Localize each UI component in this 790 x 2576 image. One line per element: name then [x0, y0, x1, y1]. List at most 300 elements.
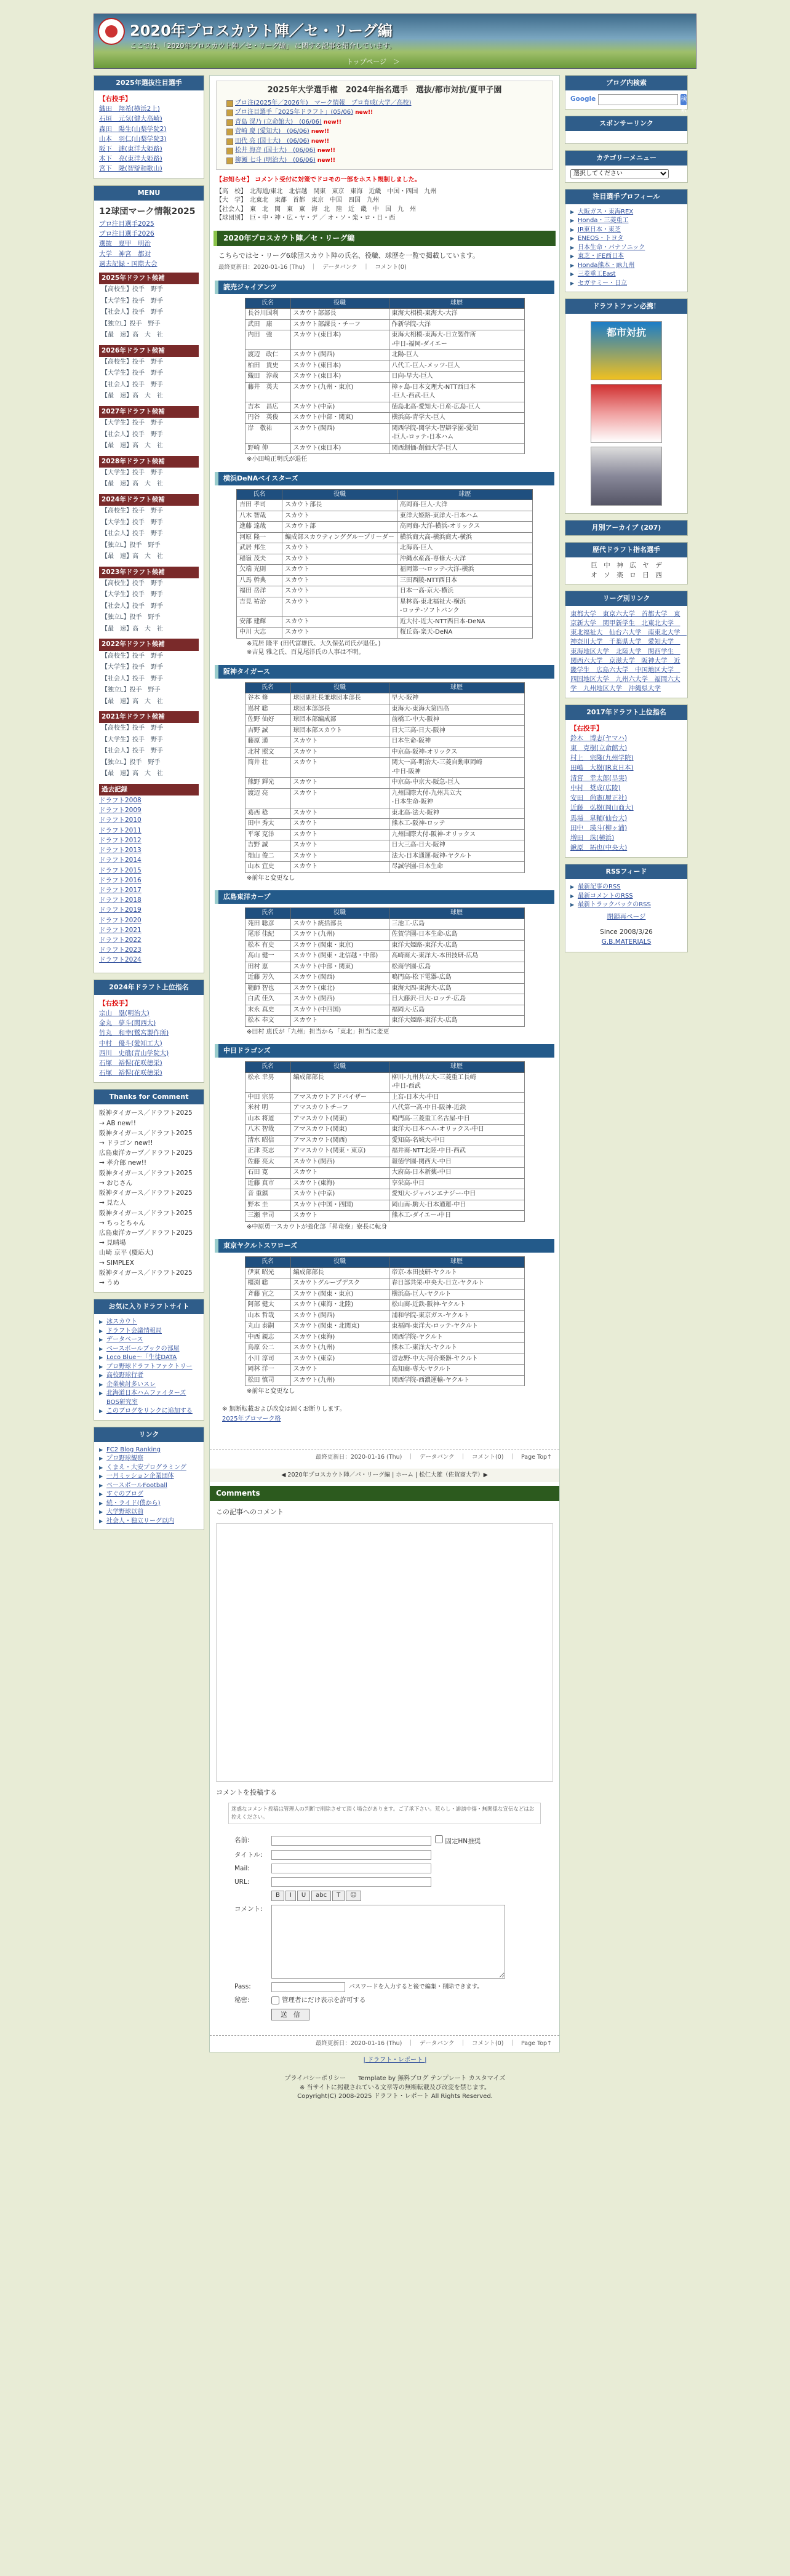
draft-block-line[interactable]: 【独立L】投手 野手 — [102, 614, 161, 621]
draft-block — [99, 567, 199, 636]
draft-block-line[interactable]: 【社会人】投手 野手 — [102, 675, 163, 682]
format-button[interactable]: I — [285, 1891, 296, 1901]
table-header: 役職 — [290, 682, 389, 693]
rank2017-item-link[interactable]: 近藤 弘樹(岡山商大) — [570, 804, 634, 812]
past-picks-teams[interactable]: 巨 中 神 広 ヤ デ オ ソ 楽 ロ 日 西 — [591, 562, 662, 579]
table-cell: 柳川-九州共立大-三菱重工長崎 -中日-西武 — [389, 1072, 524, 1092]
team-heading: 広島東洋カープ — [215, 890, 554, 904]
rank2017-item-link[interactable]: 村上 宗隆(九州学院) — [570, 754, 634, 762]
profile-item-link[interactable]: JR東日本・東芝 — [578, 226, 621, 233]
past-draft-item-link[interactable]: ドラフト2008 — [99, 796, 142, 804]
mark-item-link[interactable]: プロ注目選手2025 — [99, 220, 154, 228]
thanks-list — [94, 1104, 204, 1292]
fav-site-link[interactable]: ベースボールブックの部屋 — [106, 1345, 180, 1352]
thanks-item[interactable]: → おじさん — [99, 1179, 133, 1187]
right-sidebar — [565, 75, 688, 959]
draft-block-line[interactable]: 【大学生】投手 野手 — [102, 736, 163, 743]
site-footer — [94, 2068, 696, 2108]
fav-site-link[interactable]: 北海道日本ハムファイターズBOS研究室 — [106, 1390, 186, 1406]
table-row — [245, 443, 524, 454]
rss-item-link[interactable]: 最新トラックバックのRSS — [578, 901, 651, 909]
profile-item — [570, 234, 682, 244]
table-cell: 中京高-中京大-阪急-巨人 — [389, 778, 524, 789]
rss-extra-link[interactable]: 閉鎖再ページ — [607, 912, 646, 920]
thanks-item[interactable]: → 見た人 — [99, 1199, 126, 1207]
site-subtitle: ここでは、「2020年プロスカウト陣／セ・リーグ編」 に関する記事を紹介しています。 — [130, 42, 396, 50]
featured-item-link[interactable]: 松井 海音 (国士大) (06/06) — [235, 147, 316, 154]
draft-block-line[interactable]: 【最 速】高 大 社 — [102, 553, 163, 560]
thanks-item[interactable]: → 孝介郎 new!! — [99, 1159, 147, 1167]
rank2017-item-link[interactable]: 馬場 皐輔(仙台大) — [570, 814, 628, 822]
rank2017-item-link[interactable]: 中村 奨成(広陵) — [570, 784, 621, 792]
table-row — [245, 1005, 524, 1016]
breadcrumb-top-link[interactable]: トップページ ＞ — [346, 58, 407, 66]
rank2017-item-link[interactable]: 増田 珠(横浜) — [570, 834, 615, 842]
thanks-item[interactable]: 広島東洋カープ／ドラフト2025 — [99, 1149, 193, 1157]
table-row — [245, 819, 524, 830]
table-cell: 福田 岳洋 — [237, 586, 282, 597]
table-cell: 野崎 伸 — [245, 443, 290, 454]
mark-item-link[interactable]: プロ注目選手2026 — [99, 230, 154, 238]
draft-block-title[interactable]: 2021年ドラフト候補 — [99, 711, 199, 723]
draft-block-line[interactable]: 【最 速】高 大 社 — [102, 332, 163, 339]
thanks-item[interactable]: → AB new!! — [99, 1119, 136, 1127]
draft-block-line[interactable]: 【大学生】投手 野手 — [102, 664, 163, 671]
table-cell: 福岡大-広島 — [389, 1005, 524, 1016]
rank2024-item-link[interactable]: 竹丸 和幸(鷺宮製作所) — [99, 1029, 169, 1037]
post-title[interactable]: 2020年プロスカウト陣／セ・リーグ編 — [213, 231, 556, 246]
rank2017-item-link[interactable]: 東 克樹(立命館大) — [570, 744, 628, 752]
profile-item-link[interactable]: Honda・三菱重工 — [578, 217, 629, 225]
draft-block-line[interactable]: 【高校生】投手 野手 — [102, 725, 163, 732]
featured-item-link[interactable]: プロ注目選手「2025年ドラフト」(05/06) — [235, 109, 354, 116]
materials-link[interactable]: G.B.MATERIALS — [601, 938, 652, 946]
table-cell: アマスカウト(関東) — [290, 1114, 389, 1125]
table-cell: 平塚 克洋 — [245, 829, 290, 840]
table-cell: スカウト(東京) — [290, 1354, 389, 1365]
draft-block-line[interactable]: 【独立L】投手 野手 — [102, 541, 161, 549]
comment-textarea[interactable] — [271, 1905, 505, 1979]
rank2017-item — [570, 754, 682, 763]
table-row — [245, 940, 524, 951]
home-link[interactable]: | ドラフト・レポート | — [363, 2056, 427, 2064]
table-cell: スカウト — [282, 597, 397, 616]
rank2017-item-link[interactable]: 鍬原 拓也(中央大) — [570, 844, 628, 852]
table-row — [245, 747, 524, 758]
draft-block — [99, 273, 199, 341]
draft-block-line[interactable]: 【高校生】投手 野手 — [102, 286, 163, 293]
table-cell: スカウト部部長 — [290, 309, 389, 320]
thanks-item[interactable]: → ちっとちゃん — [99, 1219, 146, 1227]
draft-block-title[interactable]: 2022年ドラフト候補 — [99, 639, 199, 650]
rank2024-item — [99, 1049, 199, 1058]
draft-block-line[interactable]: 【大学生】投手 野手 — [102, 519, 163, 526]
new-badge: new!! — [315, 157, 335, 164]
mark-item-link[interactable]: 過去記録・国際大会 — [99, 260, 158, 268]
remember-checkbox[interactable] — [435, 1835, 443, 1843]
table-cell: スカウト(関西) — [290, 423, 389, 443]
fav-site-link[interactable]: 企業検討多いスレ — [106, 1381, 156, 1388]
link-item-link[interactable]: すぐのブログ — [106, 1491, 143, 1498]
table-header: 役職 — [290, 1257, 389, 1268]
fav-site — [99, 1318, 199, 1327]
table-row — [245, 1278, 524, 1290]
profile-item-link[interactable]: 大阪ガス・東海REX — [578, 208, 634, 215]
draft-block-line[interactable]: 【独立L】投手 野手 — [102, 759, 161, 766]
link-item-link[interactable]: 続・ライド(僕から) — [106, 1499, 161, 1507]
senbatsu-item-link[interactable]: 山本 羽仁(山梨学院3) — [99, 135, 167, 143]
team-note: ※荒居 隆平 (田代富雄氏、大久保弘司氏が退任。) ※吉見 雅之氏、百見尾洋氏の人事は不明。 — [247, 640, 381, 656]
team-note: ※田村 恵氏が「九州」担当から「東北」担当に変更 — [247, 1028, 389, 1035]
profile-item — [570, 252, 682, 261]
table-cell: 高知商-専大-ヤクルト — [389, 1365, 524, 1376]
draft-block-line[interactable]: 【独立L】投手 野手 — [102, 320, 161, 327]
draft-block-line[interactable]: 【最 速】高 大 社 — [102, 442, 163, 450]
table-cell: スカウト — [290, 736, 389, 748]
table-cell: スカウト(東海) — [290, 1178, 389, 1189]
thanks-item[interactable]: 阪神タイガース／ドラフト2025 — [99, 1189, 193, 1197]
mail-input[interactable] — [271, 1864, 431, 1873]
draft-block-title[interactable]: 2026年ドラフト候補 — [99, 345, 199, 357]
thanks-item[interactable]: → ドラゴン new!! — [99, 1139, 153, 1147]
senbatsu-item-link[interactable]: 織田 翔希(横浜2上) — [99, 105, 160, 113]
name-input[interactable] — [271, 1836, 431, 1846]
past-draft-item-link[interactable]: ドラフト2015 — [99, 866, 142, 874]
rank2017-list — [570, 734, 682, 853]
mark-link[interactable]: 2025年プロマーク格 — [222, 1416, 281, 1423]
profile-item — [570, 226, 682, 235]
thanks-box — [94, 1089, 204, 1293]
draft-block-line[interactable]: 【最 速】高 大 社 — [102, 698, 163, 705]
region-line[interactable]: 【球団別】 巨・中・神・広・ヤ・デ ／ オ・ソ・楽・ロ・日・西 — [216, 215, 396, 222]
featured-item-link[interactable]: 柳瀬 七斗 (明治大) (06/06) — [235, 156, 316, 164]
profile-item-link[interactable]: Honda熊本・JR九州 — [578, 261, 635, 269]
profile-item-link[interactable]: 三菱重工East — [578, 271, 616, 278]
table-cell: 関西学院-ヤクルト — [389, 1332, 524, 1343]
google-logo: Google — [570, 95, 596, 103]
table-cell: 田中 秀太 — [245, 819, 290, 830]
link-list — [99, 1446, 199, 1526]
rank2017-item — [570, 834, 682, 843]
draft-block-title[interactable]: 2023年ドラフト候補 — [99, 567, 199, 578]
featured-item-link[interactable]: 青島 滉乃 (立命館大) (06/06) — [235, 118, 322, 126]
featured-item — [235, 127, 546, 137]
fav-site-link[interactable]: プロ野球ドラフトファクトリー — [106, 1363, 193, 1370]
thanks-item[interactable]: 阪神タイガース／ドラフト2025 — [99, 1169, 193, 1177]
post-description: こちらではセ・リーグ6球団スカウト陣の氏名、役職、球歴を一覧で掲載しています。 — [218, 252, 480, 260]
draft-block-line[interactable]: 【最 速】高 大 社 — [102, 393, 163, 400]
table-cell: 日向-早大-巨人 — [389, 372, 524, 383]
table-cell: 関西創価-創価大学-巨人 — [389, 443, 524, 454]
submit-button[interactable]: 送 信 — [271, 2009, 309, 2020]
rank2024-item-link[interactable]: 金丸 夢斗(関西大) — [99, 1019, 156, 1027]
thanks-item[interactable]: → うめ — [99, 1279, 120, 1287]
table-cell: スカウト — [290, 1016, 389, 1027]
search-input[interactable] — [598, 94, 678, 105]
rank2024-item-link[interactable]: 石塚 裕惺(花咲徳栄) — [99, 1069, 162, 1077]
past-draft-item-link[interactable]: ドラフト2021 — [99, 926, 142, 934]
table-cell: スカウト(東海・北陸) — [290, 1300, 389, 1311]
table-header: 球歴 — [397, 489, 532, 500]
book-cover-1[interactable]: 都市対抗 — [591, 321, 662, 380]
table-cell: 谷本 修 — [245, 693, 290, 704]
link-item-link[interactable]: くまえ・大安プログラミング — [106, 1464, 186, 1471]
table-cell: 鳴門高-松下電器-広島 — [389, 973, 524, 984]
table-cell: 稲嶺 茂夫 — [237, 554, 282, 565]
senbatsu-item-link[interactable]: 石垣 元気(健大高崎) — [99, 115, 162, 123]
mark-item-link[interactable]: 選抜 夏甲 明治 — [99, 240, 151, 248]
senbatsu-item-link[interactable]: 木下 亮(東洋大姫路) — [99, 155, 162, 163]
past-draft-item-link[interactable]: ドラフト2012 — [99, 836, 142, 844]
format-button[interactable]: T — [332, 1891, 345, 1901]
link-item-link[interactable]: 一月ミッション企業団体 — [106, 1473, 174, 1480]
table-cell: アマスカウト(関西) — [290, 1135, 389, 1146]
profile-item-link[interactable]: ENEOS・トヨタ — [578, 235, 624, 242]
table-row — [245, 372, 524, 383]
table-row — [245, 1114, 524, 1125]
format-button[interactable]: abc — [311, 1891, 331, 1901]
draft-block-line[interactable]: 【大学生】投手 野手 — [102, 370, 163, 377]
fav-site-link[interactable]: Loco Blue〜「生徒DATA — [106, 1354, 177, 1362]
thanks-item[interactable]: → SIMPLEX — [99, 1259, 134, 1267]
region-line[interactable]: 【大 学】 北東北 東都 首都 東京 中国 四国 九州 — [216, 197, 379, 204]
thanks-item[interactable]: 阪神タイガース／ドラフト2025 — [99, 1269, 193, 1277]
mark-item-link[interactable]: 大学 神宮 都対 — [99, 250, 151, 258]
table-cell: 松本 有史 — [245, 940, 290, 951]
table-cell: 長谷川国利 — [245, 309, 290, 320]
table-cell: 伊東 昭光 — [245, 1267, 290, 1278]
table-cell: 高岡商-大洋-横浜-オリックス — [397, 522, 532, 533]
footer-line-1[interactable]: プライバシーポリシー Template by 無料ブログ テンプレート カスタマイズ — [284, 2075, 506, 2083]
draft-block-title[interactable]: 2024年ドラフト候補 — [99, 494, 199, 506]
rank2024-item-link[interactable]: 西川 史礁(青山学院大) — [99, 1049, 169, 1057]
table-cell: 愛知大-ジャパンエナジー-中日 — [389, 1189, 524, 1200]
table-cell: 山本 哲哉 — [245, 1310, 290, 1322]
draft-block-line[interactable]: 【最 速】高 大 社 — [102, 625, 163, 632]
past-draft-item-link[interactable]: ドラフト2018 — [99, 896, 142, 904]
table-cell: スカウト(関西) — [290, 994, 389, 1005]
past-draft-item-link[interactable]: ドラフト2023 — [99, 946, 142, 954]
fav-site-link[interactable]: このブログをリンクに追加する — [106, 1408, 193, 1415]
table-cell: 尾形 佳紀 — [245, 930, 290, 941]
table-cell: 中川 大志 — [237, 628, 282, 639]
search-button[interactable]: 検索 — [680, 94, 687, 105]
draft-block-title[interactable]: 2027年ドラフト候補 — [99, 406, 199, 418]
past-draft-item — [99, 866, 199, 875]
rank2017-item-link[interactable]: 安田 尚憲(履正社) — [570, 794, 628, 802]
pass-input[interactable] — [271, 1982, 345, 1992]
table-row — [245, 1300, 524, 1311]
past-draft-item-link[interactable]: ドラフト2017 — [99, 886, 142, 894]
past-draft-item-link[interactable]: ドラフト2011 — [99, 826, 142, 834]
post-comment-title: コメントを投稿する — [216, 1788, 277, 1797]
rank2017-item-link[interactable]: 鈴木 博志(ヤマハ) — [570, 734, 628, 742]
table-cell: 石田 寛 — [245, 1168, 290, 1179]
thanks-item[interactable]: 阪神タイガース／ドラフト2025 — [99, 1129, 193, 1137]
table-row — [245, 862, 524, 873]
link-item-link[interactable]: 社会人・独立リーグ以内 — [106, 1517, 174, 1525]
draft-block — [99, 494, 199, 563]
fav-site-link[interactable]: 高校野球行者 — [106, 1372, 143, 1379]
notice-text: 【お知らせ】 コメント受付に対策でドコモの一部をホスト規制しました。 — [216, 177, 421, 184]
rank2024-item-link[interactable]: 宗山 塁(明治大) — [99, 1009, 150, 1017]
format-button[interactable]: B — [271, 1891, 284, 1901]
mark-list — [99, 220, 199, 269]
thanks-item[interactable]: 山崎 京平 (慶応大) — [99, 1249, 154, 1257]
table-cell: スカウト(東北) — [290, 983, 389, 994]
format-button[interactable]: ☺ — [346, 1891, 361, 1901]
url-input[interactable] — [271, 1877, 431, 1887]
table-header: 球歴 — [389, 682, 524, 693]
table-row — [245, 1016, 524, 1027]
draft-block-line[interactable]: 【社会人】投手 野手 — [102, 381, 163, 388]
table-cell: 東北高-法大-阪神 — [389, 808, 524, 819]
senbatsu-item — [99, 164, 199, 173]
draft-block-line[interactable]: 【社会人】投手 野手 — [102, 530, 163, 538]
thanks-item[interactable]: 広島東洋カープ／ドラフト2025 — [99, 1229, 193, 1237]
secret-checkbox[interactable] — [271, 1996, 279, 2004]
thanks-item[interactable]: 阪神タイガース／ドラフト2025 — [99, 1209, 193, 1217]
past-draft-item-link[interactable]: ドラフト2019 — [99, 906, 142, 914]
draft-block-line[interactable]: 【社会人】投手 野手 — [102, 748, 163, 755]
fav-site-link[interactable]: ドラフト会議情報局 — [106, 1327, 162, 1334]
rank2017-item-link[interactable]: 田嶋 大樹(JR東日本) — [570, 764, 634, 772]
book-cover-3[interactable] — [591, 447, 662, 506]
featured-item — [235, 99, 546, 108]
category-title: カテゴリーメニュー — [565, 151, 687, 165]
league-title: リーグ別リンク — [565, 591, 687, 606]
featured-title[interactable]: 2025年大学選手権 2024年指名選手 選抜/都市対抗/夏甲子園 — [267, 86, 502, 95]
featured-item-link[interactable]: 菅崎 慶 (愛知大) (06/06) — [235, 128, 309, 135]
draft-block-line[interactable]: 【高校生】投手 野手 — [102, 358, 163, 365]
table-row — [245, 1146, 524, 1157]
table-cell: 星林高-東北福祉大-横浜 -ロッテ-ソフトバンク — [397, 597, 532, 616]
featured-item-link[interactable]: 田代 亮 (国士大) (06/06) — [235, 137, 309, 145]
link-title: リンク — [94, 1427, 204, 1442]
draft-block — [99, 456, 199, 490]
past-draft-item-link[interactable]: ドラフト2009 — [99, 807, 142, 815]
table-cell: 高岡商-巨人-大洋 — [397, 500, 532, 511]
table-row — [245, 1267, 524, 1278]
table-row — [245, 725, 524, 736]
site-title[interactable]: 2020年プロスカウト陣／セ・リーグ編 — [130, 22, 393, 39]
link-item — [99, 1490, 199, 1499]
profile-title: 注目選手プロフィール — [565, 189, 687, 204]
league-links[interactable]: 東都大学 東京六大学 首都大学 東京新大学 関甲新学生 北東北大学 東北福祉大 仙台六大学 南東北大学 神奈川大学 千葉県大学 愛知大学 東海地区大学 北陸大学 関西学生 関西六大学 京滋大学 阪神大学 近畿学生 広島六大学 中国地区大学 四国地区大学 九州六大学 福岡六大学 九州地区大学 沖縄県大学 — [570, 610, 687, 693]
draft-block-line[interactable]: 【大学生】投手 野手 — [102, 591, 163, 599]
title-input[interactable] — [271, 1850, 431, 1860]
link-item — [99, 1481, 199, 1491]
featured-item — [235, 137, 546, 146]
draft-block-line[interactable]: 【最 速】高 大 社 — [102, 770, 163, 778]
table-cell: スカウト — [290, 851, 389, 862]
page-navigation[interactable]: ◀ 2020年プロスカウト陣／パ・リーグ編 | ホーム | 松仁大雄（佐賀商大学）▶ — [210, 1469, 559, 1482]
menu-box — [94, 185, 204, 973]
table-cell: 河原 隆一 — [237, 532, 282, 543]
archive-title[interactable]: 月別アーカイブ (207) — [565, 520, 687, 535]
book-cover-2[interactable] — [591, 384, 662, 443]
past-draft-item-link[interactable]: ドラフト2022 — [99, 936, 142, 944]
profile-list — [570, 208, 682, 289]
senbatsu-item-link[interactable]: 阪下 漣(東洋大姫路) — [99, 145, 162, 153]
pass-label: Pass: — [234, 1983, 251, 1991]
table-cell: 近藤 芳久 — [245, 973, 290, 984]
draft-block-line[interactable]: 【大学生】投手 野手 — [102, 420, 163, 427]
draft-block-line[interactable]: 【高校生】投手 野手 — [102, 580, 163, 587]
thanks-item[interactable]: 阪神タイガース／ドラフト2025 — [99, 1109, 193, 1117]
region-line[interactable]: 【社会人】 東 北 関 東 東 海 北 陸 近 畿 中 国 九 州 — [216, 205, 416, 213]
draft-block-line[interactable]: 【社会人】投手 野手 — [102, 602, 163, 610]
past-draft-item-link[interactable]: ドラフト2020 — [99, 916, 142, 924]
rank2017-item — [570, 744, 682, 753]
past-draft-item-link[interactable]: ドラフト2014 — [99, 856, 142, 864]
link-item-link[interactable]: 大学野球以前 — [106, 1509, 143, 1516]
table-cell: 嶌村 聡 — [245, 704, 290, 715]
draft-block-title[interactable]: 2028年ドラフト候補 — [99, 456, 199, 468]
mark-title[interactable]: 12球団マーク情報2025 — [99, 204, 199, 219]
table-cell: 習志野-中大-河合楽器-ヤクルト — [389, 1354, 524, 1365]
pass-note: パスワードを入力すると後で編集・削除できます。 — [349, 1983, 483, 1990]
link-item-link[interactable]: ベースボールFootball — [106, 1481, 167, 1489]
senbatsu-item-link[interactable]: 森田 陽生(山梨学院2) — [99, 125, 167, 133]
fav-site-link[interactable]: 冰スカウト — [106, 1318, 137, 1326]
draft-block-line[interactable]: 【高校生】投手 野手 — [102, 652, 163, 660]
table-cell: 岸 敬祐 — [245, 423, 290, 443]
featured-item-link[interactable]: プロ注(2025年／2026年) マーク情報 プロ育成(大学／高校) — [235, 99, 412, 106]
past-draft-item-link[interactable]: ドラフト2010 — [99, 816, 142, 824]
draft-block-line[interactable]: 【社会人】投手 野手 — [102, 309, 163, 316]
table-cell: 浦和学院-東京ガス-ヤクルト — [389, 1310, 524, 1322]
table-cell: スカウトグループデスク — [290, 1278, 389, 1290]
link-item-link[interactable]: FC2 Blog Ranking — [106, 1446, 161, 1453]
draft-block-title[interactable]: 2025年ドラフト候補 — [99, 273, 199, 284]
link-item-link[interactable]: プロ野球観察 — [106, 1455, 143, 1462]
thanks-item[interactable]: → 見晴場 — [99, 1239, 126, 1247]
table-row — [237, 554, 533, 565]
rank2017-item-link[interactable]: 清宮 幸太郎(早実) — [570, 774, 628, 782]
footer-line-2: ※ 当サイトに掲載されている文章等の無断転載及び改変を禁じます。 — [299, 2084, 491, 2091]
rss-item-link[interactable]: 最新記事のRSS — [578, 883, 621, 891]
draft-block-line[interactable]: 【独立L】投手 野手 — [102, 687, 161, 694]
table-row — [245, 829, 524, 840]
rss-item-link[interactable]: 最新コメントのRSS — [578, 892, 633, 899]
rank2024-item-link[interactable]: 中村 優斗(愛知工大) — [99, 1039, 162, 1047]
draft-block-line[interactable]: 【最 速】高 大 社 — [102, 481, 163, 488]
fav-site-link[interactable]: データベース — [106, 1336, 143, 1344]
past-draft-item-link[interactable]: ドラフト2013 — [99, 847, 142, 855]
table-cell: 松田 慎司 — [245, 1375, 290, 1386]
profile-item-link[interactable]: セガサミー・日立 — [578, 279, 627, 287]
format-button[interactable]: U — [297, 1891, 310, 1901]
profile-item-link[interactable]: 日本生命・パナソニック — [578, 244, 645, 251]
draft-block-line[interactable]: 【高校生】投手 野手 — [102, 508, 163, 515]
table-cell: 丸山 泰嗣 — [245, 1322, 290, 1333]
category-select[interactable] — [570, 169, 669, 178]
draft-block-line[interactable]: 【社会人】投手 野手 — [102, 431, 163, 438]
profile-item-link[interactable]: 東芝・JFE西日本 — [578, 253, 624, 260]
draft-block-line[interactable]: 【大学生】投手 野手 — [102, 469, 163, 476]
past-draft-item-link[interactable]: ドラフト2016 — [99, 876, 142, 884]
footer-line-3: Copyright(C) 2008-2025 ドラフト・レポート All Rights Reserved. — [297, 2093, 493, 2100]
past-draft-item-link[interactable]: ドラフト2024 — [99, 956, 142, 964]
rss-item — [570, 883, 682, 892]
senbatsu-item-link[interactable]: 宮下 隆(智辯和歌山) — [99, 165, 162, 173]
draft-block-line[interactable]: 【大学生】投手 野手 — [102, 297, 163, 305]
rank2017-item-link[interactable]: 田中 瑛斗(柳ヶ浦) — [570, 824, 628, 832]
region-line[interactable]: 【高 校】 北海道/東北 北信越 関東 東京 東海 近畿 中国・四国 九州 — [216, 188, 437, 195]
rank2024-item-link[interactable]: 石塚 裕惺(花咲徳栄) — [99, 1059, 162, 1067]
table-cell: スカウト(中国・四国) — [290, 1200, 389, 1211]
